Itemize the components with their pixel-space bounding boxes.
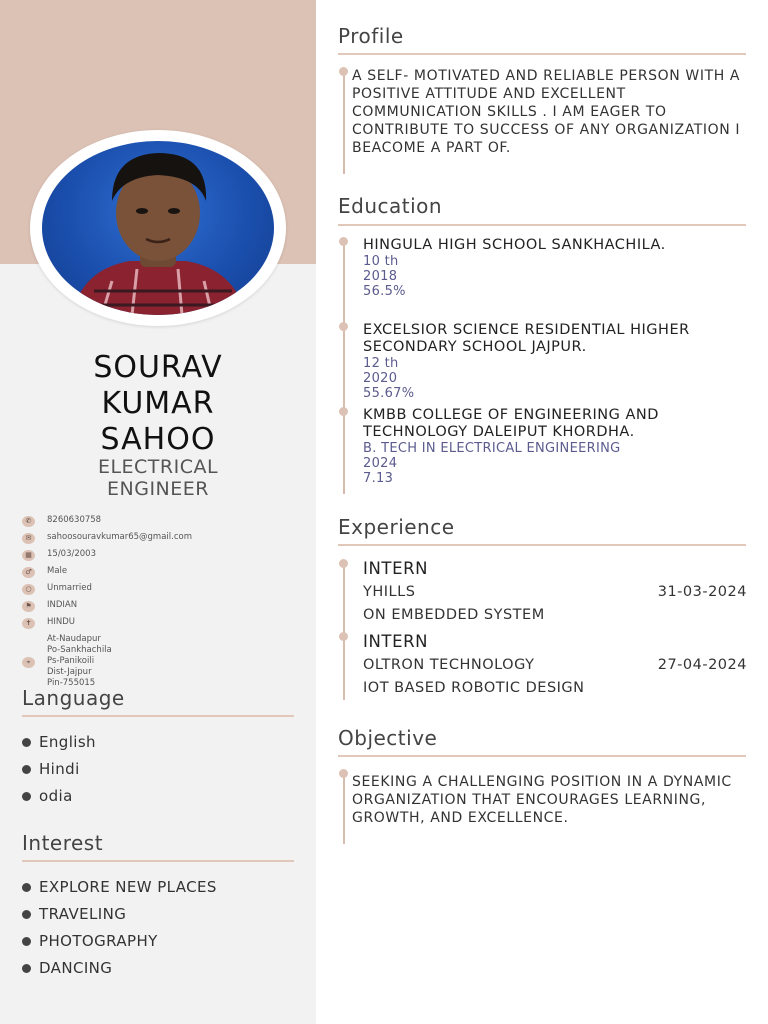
education-year: 2020 (363, 371, 398, 386)
experience-company: YHILLS (363, 584, 416, 600)
timeline-dot (339, 322, 348, 331)
objective-timeline (343, 772, 345, 844)
experience-item (363, 632, 747, 698)
nationality: INDIAN (47, 600, 78, 610)
education-year: 2024 (363, 456, 398, 471)
profile-divider (338, 53, 746, 55)
bullet-icon (22, 910, 31, 919)
bullet-icon (22, 738, 31, 747)
education-level: 12 th (363, 356, 399, 371)
timeline-dot (339, 407, 348, 416)
gender: Male (47, 566, 68, 576)
education-level: B. TECH IN ELECTRICAL ENGINEERING (363, 441, 621, 456)
list-item: PHOTOGRAPHY (22, 928, 217, 955)
contact-nationality (22, 600, 302, 612)
list-item: odia (22, 783, 96, 810)
education-score: 7.13 (363, 471, 394, 486)
experience-company-row (363, 655, 747, 675)
job-title-line: ENGINEER (107, 478, 209, 500)
list-item: TRAVELING (22, 901, 217, 928)
experience-heading: Experience (338, 515, 455, 539)
contact-gender (22, 566, 302, 578)
education-year: 2018 (363, 269, 398, 284)
education-item (363, 407, 748, 486)
ring-icon: ○ (22, 584, 35, 595)
email-icon: ✉ (22, 533, 35, 544)
experience-description: ON EMBEDDED SYSTEM (363, 607, 545, 623)
contact-list (22, 515, 302, 694)
experience-divider (338, 544, 746, 546)
timeline-dot (339, 769, 348, 778)
phone-number: 8260630758 (47, 515, 102, 525)
education-score: 55.67% (363, 386, 415, 401)
profile-heading: Profile (338, 24, 404, 48)
language-list (22, 729, 96, 810)
location-icon: ⌖ (22, 657, 35, 668)
name-line: KUMAR (101, 386, 215, 421)
contact-email (22, 532, 302, 544)
education-divider (338, 224, 746, 226)
experience-date: 27-04-2024 (657, 657, 747, 673)
contact-religion (22, 617, 302, 629)
list-item: EXPLORE NEW PLACES (22, 874, 217, 901)
address: At-Naudapur Po-Sankhachila Ps-Panikoili Dist-Jajpur Pin-755015 (47, 634, 112, 688)
language-heading: Language (22, 686, 125, 710)
profile-photo (42, 141, 274, 315)
education-item (363, 237, 748, 299)
school-name: KMBB COLLEGE OF ENGINEERING AND TECHNOLOGY DALEIPUT KHORDHA. (363, 407, 659, 440)
calendar-icon: ▦ (22, 550, 35, 561)
interest-heading: Interest (22, 831, 104, 855)
list-item: English (22, 729, 96, 756)
experience-role: INTERN (363, 559, 429, 578)
experience-description: IOT BASED ROBOTIC DESIGN (363, 680, 585, 696)
bullet-icon (22, 964, 31, 973)
name-line: SOURAV (93, 350, 223, 385)
experience-item (363, 559, 747, 625)
phone-icon: ✆ (22, 516, 35, 527)
religion: HINDU (47, 617, 76, 627)
timeline-dot (339, 632, 348, 641)
contact-dob (22, 549, 302, 561)
school-name: EXCELSIOR SCIENCE RESIDENTIAL HIGHER SECONDARY SCHOOL JAJPUR. (363, 322, 690, 355)
experience-role: INTERN (363, 632, 429, 651)
school-name: HINGULA HIGH SCHOOL SANKHACHILA. (363, 237, 666, 253)
experience-company: OLTRON TECHNOLOGY (363, 657, 535, 673)
profile-text: A SELF- MOTIVATED AND RELIABLE PERSON WITH A POSITIVE ATTITUDE AND EXCELLENT COMMUNICATION SKILLS . I AM EAGER TO CONTRIBUTE TO SUCCESS OF ANY ORGANIZATION I BEACOME A PART OF. (352, 68, 741, 156)
profile-timeline (343, 70, 345, 174)
education-item (363, 322, 748, 401)
list-item: DANCING (22, 955, 217, 982)
education-heading: Education (338, 194, 443, 218)
name-line: SAHOO (100, 422, 216, 457)
religion-icon: ✝ (22, 618, 35, 629)
interest-list (22, 874, 217, 982)
timeline-dot (339, 237, 348, 246)
job-title (0, 456, 316, 500)
objective-heading: Objective (338, 726, 438, 750)
gender-icon: ♂ (22, 567, 35, 578)
language-divider (22, 715, 294, 717)
flag-icon: ⚑ (22, 601, 35, 612)
objective-divider (338, 755, 746, 757)
bullet-icon (22, 765, 31, 774)
contact-phone (22, 515, 302, 527)
timeline-dot (339, 559, 348, 568)
date-of-birth: 15/03/2003 (47, 549, 96, 559)
candidate-name (0, 350, 316, 458)
bullet-icon (22, 883, 31, 892)
bullet-icon (22, 792, 31, 801)
education-score: 56.5% (363, 284, 406, 299)
experience-timeline (343, 562, 345, 700)
education-level: 10 th (363, 254, 399, 269)
objective-text: SEEKING A CHALLENGING POSITION IN A DYNAMIC ORGANIZATION THAT ENCOURAGES LEARNING, GROWTH, AND EXCELLENCE. (352, 774, 732, 826)
experience-company-row (363, 582, 747, 602)
interest-divider (22, 860, 294, 862)
list-item: Hindi (22, 756, 96, 783)
job-title-line: ELECTRICAL (97, 456, 219, 478)
marital-status: Unmarried (47, 583, 92, 593)
contact-address (22, 634, 302, 689)
experience-date: 31-03-2024 (657, 584, 747, 600)
bullet-icon (22, 937, 31, 946)
email-address: sahoosouravkumar65@gmail.com (47, 532, 192, 542)
timeline-dot (339, 67, 348, 76)
contact-marital-status (22, 583, 302, 595)
education-timeline (343, 240, 345, 494)
